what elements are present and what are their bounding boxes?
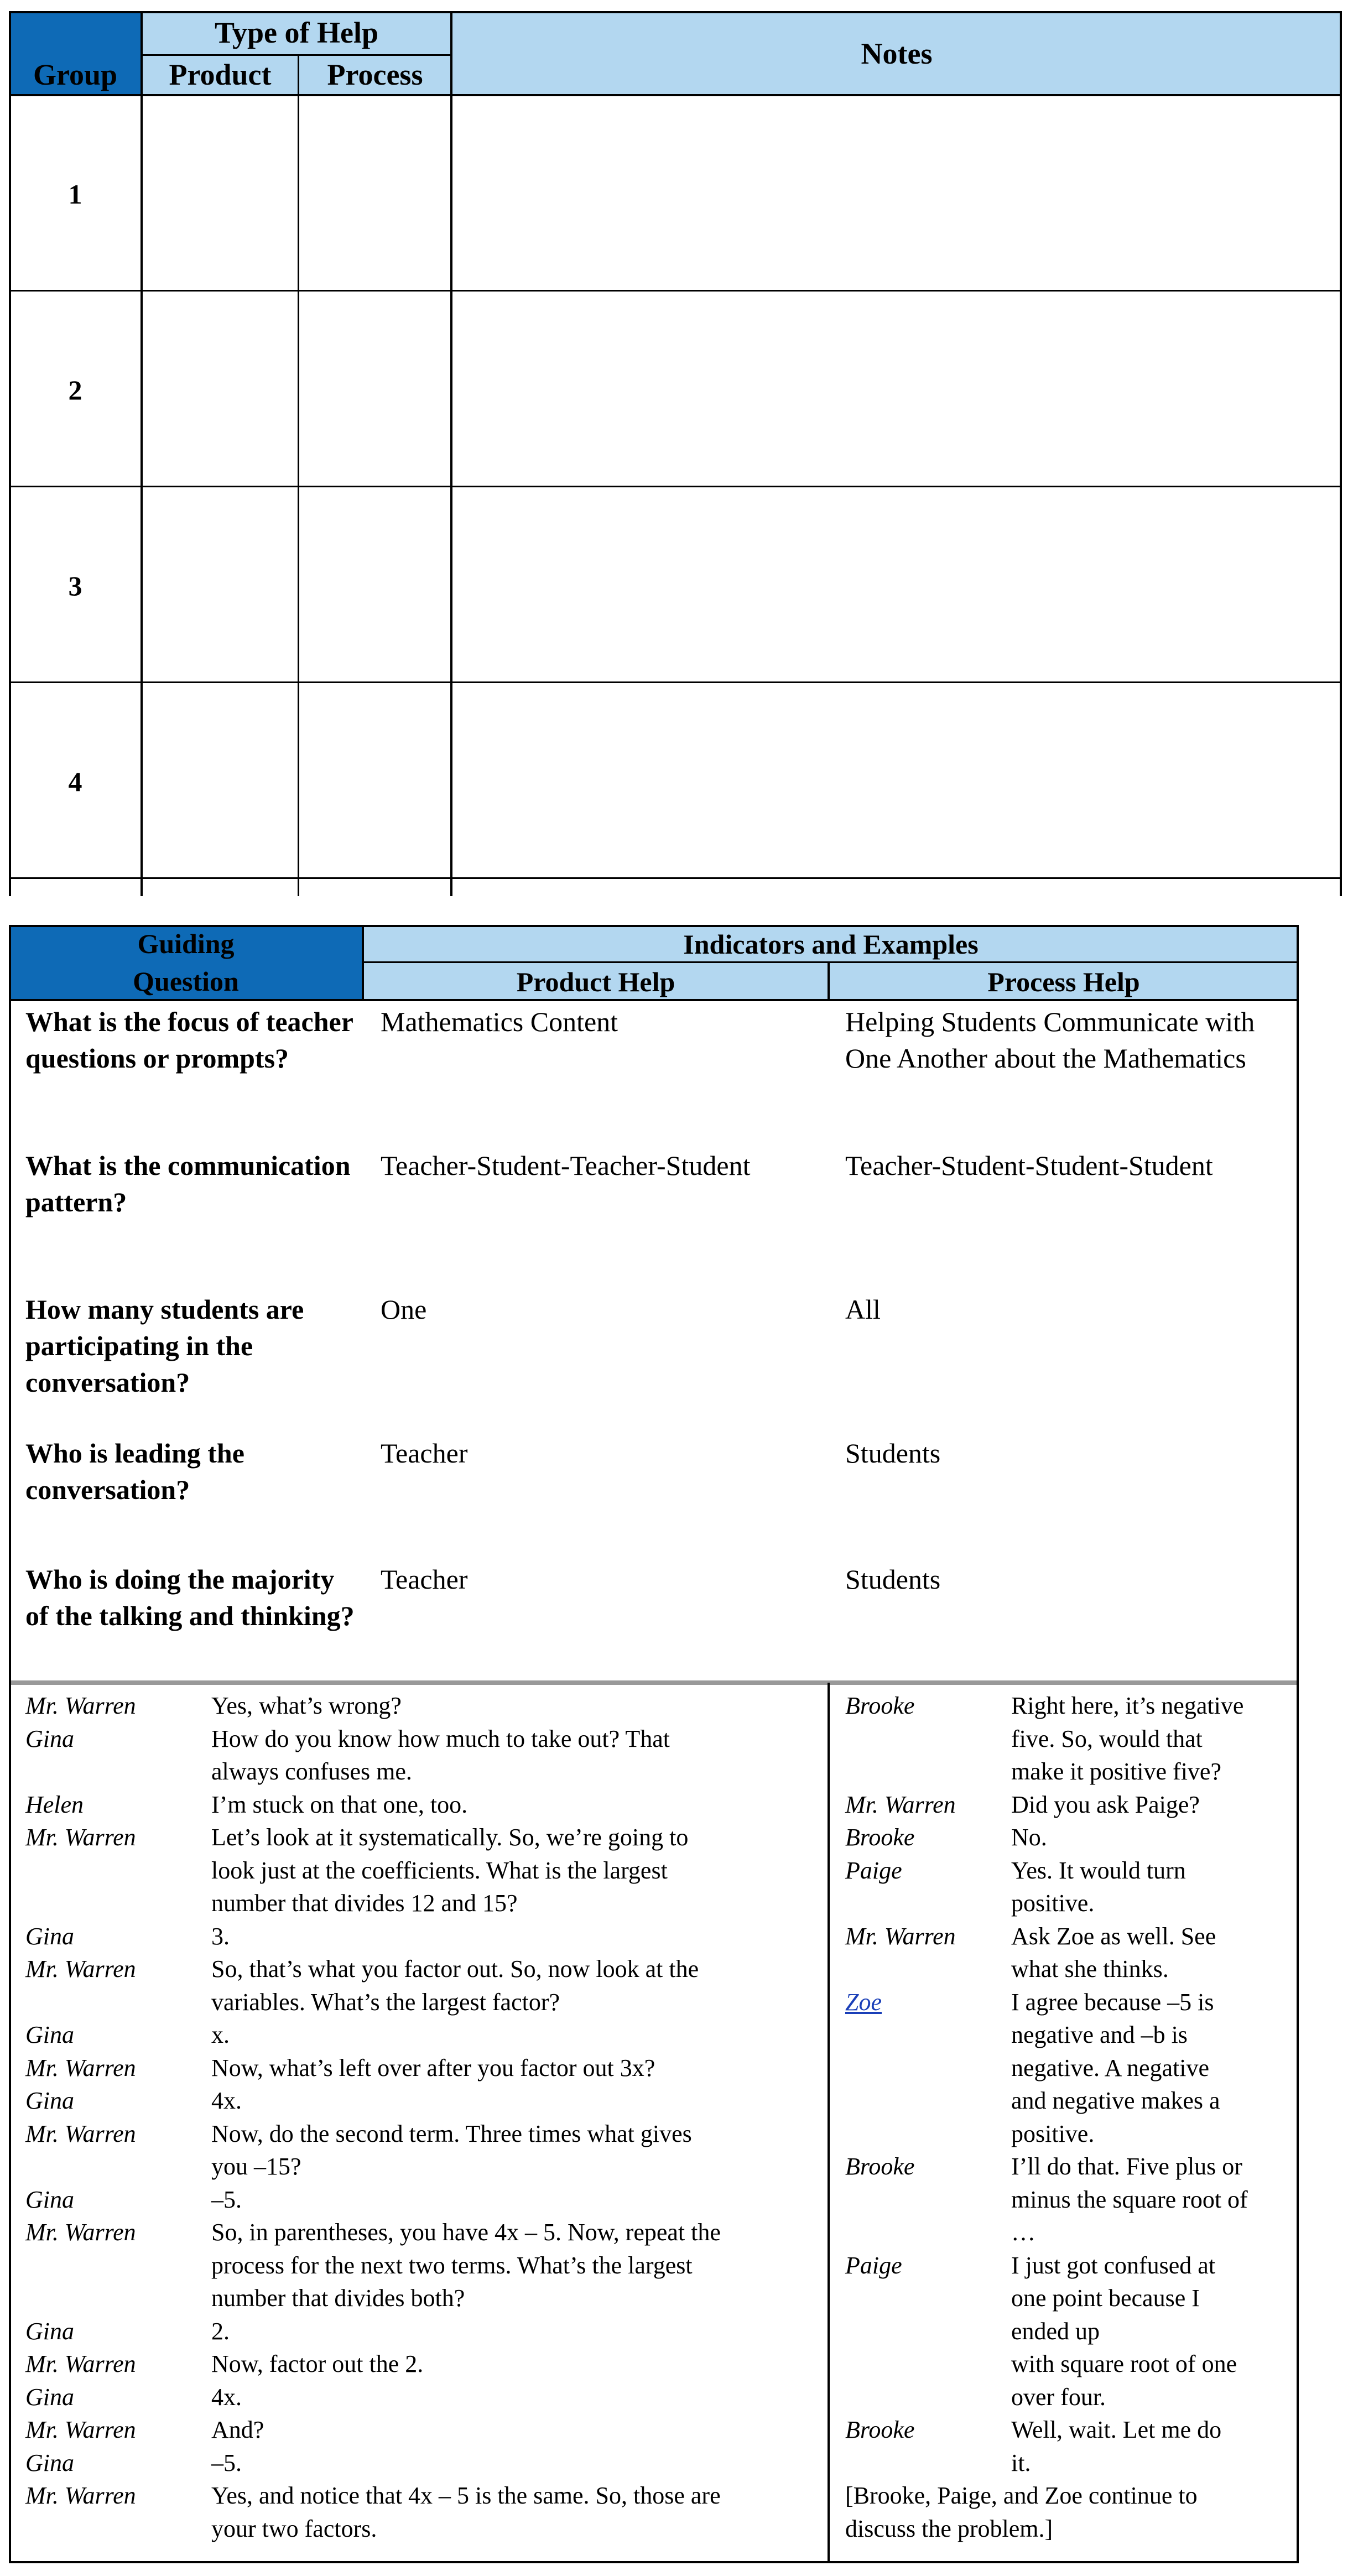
dialogue-line: Now, what’s left over after you factor out 3x?: [211, 2054, 655, 2081]
table2-border: [828, 962, 830, 1000]
process-indicator: Teacher-Student-Student-Student: [845, 1150, 1213, 1181]
speaker-name: Zoe: [845, 1988, 882, 2016]
speaker-name: Gina: [25, 2021, 74, 2048]
table1-border: [1340, 11, 1342, 896]
dialogue-line: Yes. It would turn: [1011, 1856, 1186, 1884]
process-indicator: Students: [845, 1564, 941, 1595]
dialogue-line: your two factors.: [211, 2515, 377, 2542]
dialogue-line: ended up: [1011, 2317, 1100, 2345]
dialogue-line: make it positive five?: [1011, 1758, 1221, 1785]
process-header: Process: [327, 58, 423, 91]
speaker-name: Gina: [25, 2087, 74, 2114]
table1-border: [9, 681, 1342, 683]
speaker-name: Mr. Warren: [25, 2416, 136, 2443]
group-number: 1: [68, 179, 82, 210]
dialogue-line: positive.: [1011, 1890, 1095, 1917]
dialogue-line: I just got confused at: [1011, 2251, 1216, 2279]
speaker-name: Gina: [25, 1922, 74, 1950]
product-help-header: Product Help: [516, 966, 675, 997]
guiding-question: Who is leading the conversation?: [25, 1438, 244, 1505]
table1-border: [142, 54, 451, 56]
process-indicator: All: [845, 1294, 881, 1325]
dialogue-line: Now, do the second term. Three times what gives: [211, 2120, 692, 2147]
dialogue-line: I’ll do that. Five plus or: [1011, 2153, 1242, 2180]
table2-border: [363, 961, 1299, 963]
speaker-name: Mr. Warren: [25, 2120, 136, 2147]
dialogue-line: look just at the coefficients. What is the largest: [211, 1856, 668, 1884]
dialogue-line: negative and –b is: [1011, 2021, 1188, 2048]
table2-border: [9, 1680, 1299, 1685]
indicators-header: Indicators and Examples: [683, 929, 979, 960]
product-indicator: One: [381, 1294, 427, 1325]
dialogue-line: x.: [211, 2021, 230, 2048]
table1-border: [298, 55, 299, 896]
speaker-name: Mr. Warren: [25, 1955, 136, 1982]
table1-border: [9, 94, 1342, 96]
dialogue-line: one point because I: [1011, 2284, 1200, 2312]
guiding-question-table: [9, 925, 1299, 2563]
dialogue-line: Yes, what’s wrong?: [211, 1692, 402, 1719]
dialogue-line: I’m stuck on that one, too.: [211, 1791, 468, 1818]
dialogue-line: 2.: [211, 2317, 230, 2345]
dialogue-line: How do you know how much to take out? That: [211, 1725, 670, 1752]
dialogue-line: you –15?: [211, 2153, 301, 2180]
guiding-question: Who is doing the majority of the talking and thinking?: [25, 1564, 355, 1631]
speaker-name: Gina: [25, 2449, 74, 2476]
speaker-name: Gina: [25, 2185, 74, 2213]
speaker-name: Gina: [25, 2383, 74, 2411]
table2-border: [1297, 925, 1299, 2563]
dialogue-line: variables. What’s the largest factor?: [211, 1988, 560, 2016]
dialogue-line: Did you ask Paige?: [1011, 1791, 1200, 1818]
table1-border: [140, 11, 143, 896]
dialogue-line: what she thinks.: [1011, 1955, 1169, 1982]
dialogue-line: So, in parentheses, you have 4x – 5. Now, repeat the: [211, 2219, 721, 2246]
guiding-question: What is the communication pattern?: [25, 1150, 351, 1217]
table1-border: [9, 11, 1342, 13]
table2-border: [9, 925, 1299, 927]
dialogue-line: positive.: [1011, 2120, 1095, 2147]
dialogue-line: Ask Zoe as well. See: [1011, 1922, 1216, 1950]
process-indicator: Students: [845, 1438, 941, 1469]
product-header: Product: [169, 58, 272, 91]
table2-border: [9, 2561, 1299, 2563]
speaker-name: Brooke: [845, 1824, 915, 1851]
speaker-name: Helen: [25, 1791, 84, 1818]
process-help-header: Process Help: [987, 966, 1140, 997]
dialogue-line: No.: [1011, 1824, 1047, 1851]
speaker-name: Mr. Warren: [25, 2482, 136, 2509]
speaker-name: Brooke: [845, 2153, 915, 2180]
speaker-name: Paige: [845, 1856, 902, 1884]
product-indicator: Teacher: [381, 1564, 468, 1595]
group-number: 3: [68, 570, 82, 601]
dialogue-line: number that divides 12 and 15?: [211, 1890, 518, 1917]
notes-header: Notes: [861, 37, 933, 70]
observation-table: [9, 11, 1342, 896]
dialogue-line: 4x.: [211, 2383, 242, 2411]
dialogue-line: Yes, and notice that 4x – 5 is the same. So, those are: [211, 2482, 721, 2509]
dialogue-line: with square root of one: [1011, 2350, 1237, 2377]
dialogue-line: 4x.: [211, 2087, 242, 2114]
speaker-name: Mr. Warren: [25, 1824, 136, 1851]
guiding-question: What is the focus of teacher questions or prompts?: [25, 1006, 353, 1074]
speaker-name: Mr. Warren: [845, 1922, 956, 1950]
closing-note: discuss the problem.]: [845, 2515, 1053, 2542]
dialogue-line: minus the square root of: [1011, 2185, 1248, 2213]
dialogue-line: Now, factor out the 2.: [211, 2350, 424, 2377]
product-indicator: Mathematics Content: [381, 1006, 618, 1037]
table2-border: [828, 1683, 830, 2563]
speaker-name: Mr. Warren: [25, 2350, 136, 2377]
dialogue-line: negative. A negative: [1011, 2054, 1209, 2081]
dialogue-line: over four.: [1011, 2383, 1106, 2411]
type-of-help-header: Type of Help: [215, 16, 378, 49]
group-number: 4: [68, 766, 82, 797]
dialogue-line: Right here, it’s negative: [1011, 1692, 1244, 1719]
speaker-name: Mr. Warren: [25, 2219, 136, 2246]
dialogue-line: process for the next two terms. What’s the largest: [211, 2251, 693, 2279]
dialogue-line: five. So, would that: [1011, 1725, 1203, 1752]
guiding-question: How many students are participating in the conversation?: [25, 1294, 304, 1398]
table1-border: [9, 877, 1342, 879]
speaker-name: Gina: [25, 1725, 74, 1752]
speaker-name: Mr. Warren: [25, 2054, 136, 2081]
product-indicator: Teacher: [381, 1438, 468, 1469]
dialogue-line: number that divides both?: [211, 2284, 465, 2312]
speaker-name: Gina: [25, 2317, 74, 2345]
group-number: 2: [68, 374, 82, 405]
dialogue-line: and negative makes a: [1011, 2087, 1220, 2114]
table1-border: [9, 11, 11, 896]
dialogue-line: always confuses me.: [211, 1758, 412, 1785]
dialogue-line: –5.: [211, 2449, 242, 2476]
speaker-name: Paige: [845, 2251, 902, 2279]
dialogue-line: I agree because –5 is: [1011, 1988, 1214, 2016]
table2-border: [362, 925, 364, 1000]
dialogue-line: it.: [1011, 2449, 1031, 2476]
table1-border: [450, 11, 452, 896]
speaker-name: Mr. Warren: [25, 1692, 136, 1719]
dialogue-line: 3.: [211, 1922, 230, 1950]
guiding-question-header: Guiding Question: [133, 928, 239, 997]
dialogue-line: So, that’s what you factor out. So, now look at the: [211, 1955, 699, 1982]
table2-border: [9, 925, 11, 2563]
group-header: Group: [33, 58, 118, 91]
process-indicator: Helping Students Communicate with One Another about the Mathematics: [845, 1006, 1255, 1074]
speaker-name: Brooke: [845, 2416, 915, 2443]
table1-border: [9, 290, 1342, 292]
table2-border: [9, 999, 1299, 1001]
speaker-name: Mr. Warren: [845, 1791, 956, 1818]
dialogue-line: Let’s look at it systematically. So, we’re going to: [211, 1824, 689, 1851]
dialogue-line: –5.: [211, 2185, 242, 2213]
closing-note: [Brooke, Paige, and Zoe continue to: [845, 2482, 1198, 2509]
dialogue-line: …: [1011, 2219, 1035, 2246]
table1-border: [9, 486, 1342, 487]
dialogue-line: And?: [211, 2416, 264, 2443]
product-indicator: Teacher-Student-Teacher-Student: [381, 1150, 751, 1181]
speaker-name: Brooke: [845, 1692, 915, 1719]
dialogue-line: Well, wait. Let me do: [1011, 2416, 1222, 2443]
